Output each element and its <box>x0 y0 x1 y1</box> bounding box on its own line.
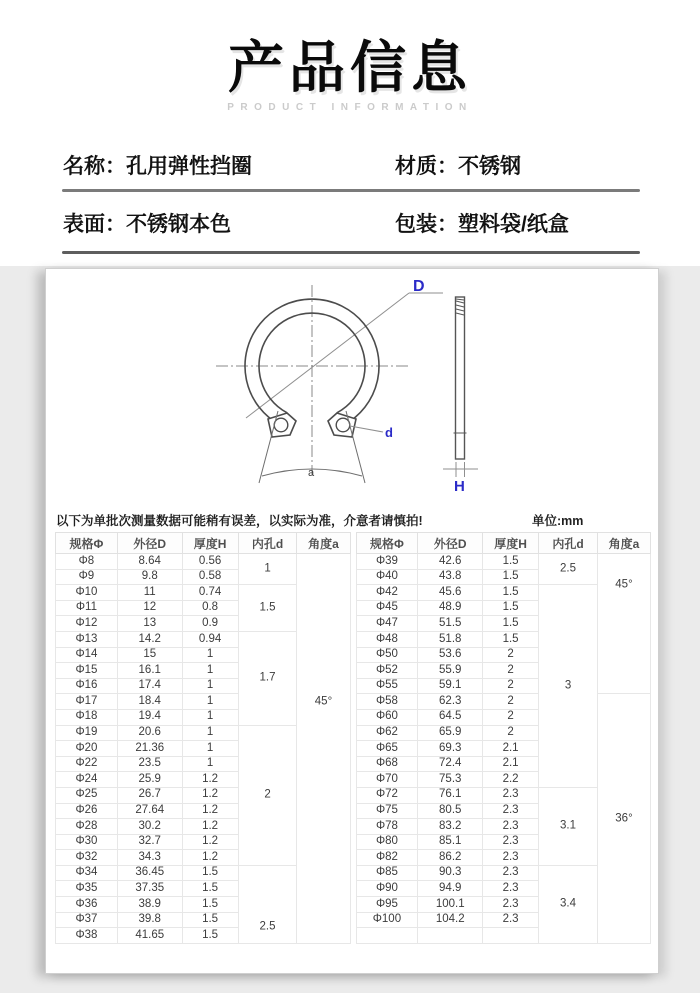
table-cell: 20.6 <box>117 725 182 741</box>
table-cell: 86.2 <box>418 850 483 866</box>
table-cell: 1.5 <box>182 865 238 881</box>
table-row <box>56 554 351 570</box>
table-cell: 94.9 <box>418 881 483 897</box>
table-cell: 0.94 <box>182 631 238 647</box>
table-cell: 13 <box>117 616 182 632</box>
table-cell: Φ78 <box>356 819 418 835</box>
table-cell: 75.3 <box>418 772 483 788</box>
table-cell: 2.3 <box>483 897 539 913</box>
table-cell: 2 <box>483 725 539 741</box>
info-row-1 <box>0 150 700 180</box>
table-cell: Φ40 <box>356 569 418 585</box>
table-cell: 2.1 <box>483 741 539 757</box>
table-cell: 17.4 <box>117 678 182 694</box>
table-cell: Φ60 <box>356 709 418 725</box>
note-row <box>56 511 650 529</box>
table-cell: Φ85 <box>356 865 418 881</box>
merged-cell: 3 <box>539 585 598 788</box>
column-header: 厚度H <box>182 533 238 554</box>
merged-cell: 45° <box>297 554 350 944</box>
table-cell: Φ28 <box>56 819 118 835</box>
table-cell: 1.2 <box>182 819 238 835</box>
table-cell: 1.5 <box>483 554 539 570</box>
table-cell: 53.6 <box>418 647 483 663</box>
table-cell: 14.2 <box>117 631 182 647</box>
merged-cell: 1.5 <box>238 585 297 632</box>
column-header: 内孔d <box>238 533 297 554</box>
table-cell: 62.3 <box>418 694 483 710</box>
table-cell: 1 <box>182 741 238 757</box>
table-cell: Φ62 <box>356 725 418 741</box>
table-cell: 2.2 <box>483 772 539 788</box>
table-cell: Φ100 <box>356 912 418 928</box>
table-cell: 1.5 <box>182 928 238 944</box>
table-cell: Φ38 <box>56 928 118 944</box>
table-cell: 1.5 <box>483 600 539 616</box>
page-title: 产品信息 <box>228 36 472 99</box>
table-cell: 2 <box>483 663 539 679</box>
table-cell: 0.58 <box>182 569 238 585</box>
table-cell: Φ14 <box>56 647 118 663</box>
table-cell: 51.5 <box>418 616 483 632</box>
table-cell: 19.4 <box>117 709 182 725</box>
table-cell: Φ90 <box>356 881 418 897</box>
column-header: 外径D <box>418 533 483 554</box>
table-cell: 2.3 <box>483 865 539 881</box>
table-cell: 32.7 <box>117 834 182 850</box>
table-cell: 0.9 <box>182 616 238 632</box>
table-cell: 72.4 <box>418 756 483 772</box>
table-cell: 1.2 <box>182 850 238 866</box>
info-field-name <box>63 150 252 180</box>
merged-cell: 2.5 <box>539 554 598 585</box>
table-cell: Φ95 <box>356 897 418 913</box>
dimension-leader-d <box>350 426 383 432</box>
lug-hole-label: d <box>385 425 393 440</box>
page-subtitle: PRODUCT INFORMATION <box>227 102 473 113</box>
info-label: 包装： <box>395 213 458 236</box>
table-cell: Φ39 <box>356 554 418 570</box>
table-cell: Φ72 <box>356 787 418 803</box>
table-cell: 1.5 <box>483 585 539 601</box>
table-cell: Φ15 <box>56 663 118 679</box>
table-cell: 69.3 <box>418 741 483 757</box>
divider <box>62 251 640 254</box>
merged-cell: 3.1 <box>539 787 598 865</box>
table-cell: Φ20 <box>56 741 118 757</box>
table-cell: 2.3 <box>483 912 539 928</box>
outer-diameter-label: D <box>413 278 425 295</box>
info-label: 材质： <box>395 155 458 178</box>
merged-cell: 3.4 <box>539 865 598 943</box>
table-cell: 12 <box>117 600 182 616</box>
table-cell: 43.8 <box>418 569 483 585</box>
table-cell: 26.7 <box>117 787 182 803</box>
table-cell <box>356 928 418 944</box>
circlip-technical-drawing <box>46 269 658 509</box>
thickness-label: H <box>454 478 465 495</box>
table-cell: 1.5 <box>483 616 539 632</box>
table-cell: 38.9 <box>117 897 182 913</box>
table-cell: Φ22 <box>56 756 118 772</box>
table-cell: 2 <box>483 647 539 663</box>
table-cell: Φ45 <box>356 600 418 616</box>
info-value: 塑料袋/纸盒 <box>458 213 569 236</box>
table-cell: Φ25 <box>56 787 118 803</box>
table-cell: Φ65 <box>356 741 418 757</box>
table-cell: 76.1 <box>418 787 483 803</box>
table-cell: Φ37 <box>56 912 118 928</box>
table-cell: Φ24 <box>56 772 118 788</box>
table-cell: Φ42 <box>356 585 418 601</box>
table-cell: 100.1 <box>418 897 483 913</box>
table-cell: 65.9 <box>418 725 483 741</box>
table-row <box>356 554 651 570</box>
merged-cell: 2.5 <box>238 865 297 943</box>
table-cell: 2.3 <box>483 881 539 897</box>
column-header: 内孔d <box>539 533 598 554</box>
table-cell: 2 <box>483 694 539 710</box>
table-cell: 1 <box>182 678 238 694</box>
table-cell: 1 <box>182 756 238 772</box>
info-label: 名称： <box>63 155 126 178</box>
table-cell: 21.36 <box>117 741 182 757</box>
table-cell: 39.8 <box>117 912 182 928</box>
table-cell: 25.9 <box>117 772 182 788</box>
table-cell: 1.2 <box>182 834 238 850</box>
table-cell: Φ52 <box>356 663 418 679</box>
info-field-surface <box>63 208 231 238</box>
table-cell: 1.5 <box>483 569 539 585</box>
table-cell: 2.3 <box>483 850 539 866</box>
table-cell: Φ9 <box>56 569 118 585</box>
info-field-packaging <box>395 208 569 238</box>
table-cell: Φ80 <box>356 834 418 850</box>
table-cell: 0.56 <box>182 554 238 570</box>
merged-cell: 2 <box>238 725 297 865</box>
table-cell: Φ50 <box>356 647 418 663</box>
table-cell: 1 <box>182 709 238 725</box>
table-cell: Φ48 <box>356 631 418 647</box>
table-cell: Φ17 <box>56 694 118 710</box>
table-cell: 59.1 <box>418 678 483 694</box>
table-cell: 2.3 <box>483 787 539 803</box>
header-row <box>56 533 351 554</box>
table-cell: 51.8 <box>418 631 483 647</box>
table-cell: 85.1 <box>418 834 483 850</box>
table-cell: Φ36 <box>56 897 118 913</box>
angle-label: a <box>308 467 315 479</box>
column-header: 外径D <box>117 533 182 554</box>
table-cell: Φ12 <box>56 616 118 632</box>
table-cell: 1.5 <box>182 897 238 913</box>
info-value: 不锈钢 <box>458 155 521 178</box>
table-cell: Φ58 <box>356 694 418 710</box>
table-cell: 11 <box>117 585 182 601</box>
spec-table-left <box>55 532 351 944</box>
table-cell: 36.45 <box>117 865 182 881</box>
table-cell <box>483 928 539 944</box>
table-cell: 23.5 <box>117 756 182 772</box>
table-cell: Φ55 <box>356 678 418 694</box>
table-cell: 27.64 <box>117 803 182 819</box>
table-cell: Φ16 <box>56 678 118 694</box>
table-cell: Φ47 <box>356 616 418 632</box>
right-lug-hole <box>336 418 350 432</box>
column-header: 规格Φ <box>356 533 418 554</box>
merged-cell: 1.7 <box>238 631 297 725</box>
table-cell: 83.2 <box>418 819 483 835</box>
table-cell: Φ13 <box>56 631 118 647</box>
table-cell: 41.65 <box>117 928 182 944</box>
table-cell: Φ82 <box>356 850 418 866</box>
table-cell: 55.9 <box>418 663 483 679</box>
merged-cell: 36° <box>597 694 650 944</box>
divider <box>62 189 640 192</box>
merged-cell: 1 <box>238 554 297 585</box>
column-header: 角度a <box>597 533 650 554</box>
table-cell: 1 <box>182 725 238 741</box>
table-cell: 1.5 <box>182 912 238 928</box>
spec-table-right <box>356 532 652 944</box>
unit-label: 单位:mm <box>532 514 584 528</box>
table-cell: 0.74 <box>182 585 238 601</box>
table-cell: 104.2 <box>418 912 483 928</box>
column-header: 厚度H <box>483 533 539 554</box>
table-note: 以下为单批次测量数据可能稍有误差，以实际为准，介意者请慎拍! <box>56 514 423 528</box>
table-cell: 1.5 <box>182 881 238 897</box>
left-lug-hole <box>274 418 288 432</box>
info-value: 不锈钢本色 <box>126 213 231 236</box>
side-view-section <box>456 297 465 459</box>
table-cell: 64.5 <box>418 709 483 725</box>
table-cell: 2.3 <box>483 834 539 850</box>
table-cell: 1 <box>182 663 238 679</box>
table-cell: 1 <box>182 647 238 663</box>
table-cell: 1 <box>182 694 238 710</box>
table-cell: 30.2 <box>117 819 182 835</box>
table-cell: 80.5 <box>418 803 483 819</box>
table-cell: Φ68 <box>356 756 418 772</box>
table-cell: 42.6 <box>418 554 483 570</box>
spec-tables <box>55 532 651 944</box>
column-header: 角度a <box>297 533 350 554</box>
table-cell: Φ18 <box>56 709 118 725</box>
table-cell: 2 <box>483 678 539 694</box>
table-cell: 1.2 <box>182 803 238 819</box>
info-field-material <box>395 150 521 180</box>
column-header: 规格Φ <box>56 533 118 554</box>
table-cell: 16.1 <box>117 663 182 679</box>
table-cell: Φ19 <box>56 725 118 741</box>
info-label: 表面： <box>63 213 126 236</box>
table-cell: 2 <box>483 709 539 725</box>
table-cell: 0.8 <box>182 600 238 616</box>
info-value: 孔用弹性挡圈 <box>126 155 252 178</box>
table-cell: 37.35 <box>117 881 182 897</box>
table-cell: 48.9 <box>418 600 483 616</box>
table-cell: 2.3 <box>483 803 539 819</box>
table-cell: Φ32 <box>56 850 118 866</box>
table-cell: Φ75 <box>356 803 418 819</box>
table-cell: Φ30 <box>56 834 118 850</box>
table-cell: 1.2 <box>182 772 238 788</box>
product-photo-panel <box>45 268 659 974</box>
table-cell: 90.3 <box>418 865 483 881</box>
table-cell: 9.8 <box>117 569 182 585</box>
table-cell: 34.3 <box>117 850 182 866</box>
table-cell: Φ8 <box>56 554 118 570</box>
table-cell: 1.5 <box>483 631 539 647</box>
header-row <box>356 533 651 554</box>
info-row-2 <box>0 208 700 238</box>
table-cell: Φ26 <box>56 803 118 819</box>
table-cell: Φ35 <box>56 881 118 897</box>
table-cell: Φ10 <box>56 585 118 601</box>
table-cell: 15 <box>117 647 182 663</box>
table-cell: 2.3 <box>483 819 539 835</box>
table-cell: 18.4 <box>117 694 182 710</box>
table-cell <box>418 928 483 944</box>
table-cell: Φ34 <box>56 865 118 881</box>
merged-cell: 45° <box>597 554 650 694</box>
table-cell: 45.6 <box>418 585 483 601</box>
table-cell: 1.2 <box>182 787 238 803</box>
table-row <box>356 694 651 710</box>
table-cell: Φ70 <box>356 772 418 788</box>
table-cell: 2.1 <box>483 756 539 772</box>
table-cell: Φ11 <box>56 600 118 616</box>
table-cell: 8.64 <box>117 554 182 570</box>
